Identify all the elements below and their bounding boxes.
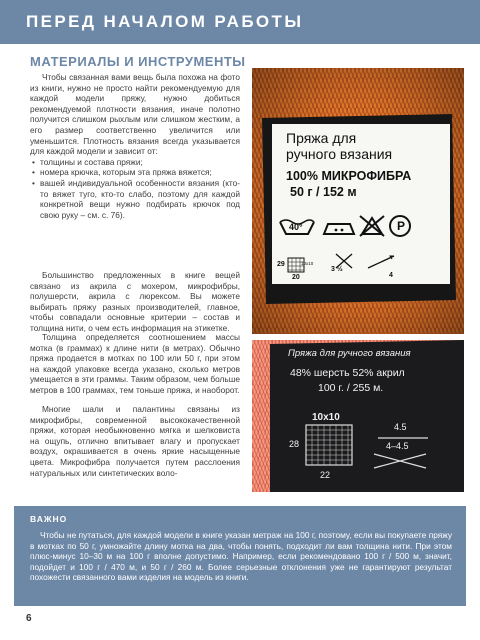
yarn-label-photo-1 bbox=[252, 68, 464, 334]
label2-needle: 4.5 bbox=[394, 422, 407, 432]
label1-composition: 100% МИКРОФИБРА bbox=[286, 169, 412, 183]
yarn-photo-1-svg bbox=[252, 68, 464, 334]
label2-gauge-rows: 28 bbox=[289, 439, 300, 449]
text-column-mid bbox=[30, 270, 240, 334]
label1-wash-temp: 40° bbox=[289, 222, 303, 232]
label2-title: Пряжа для ручного вязания bbox=[288, 348, 411, 359]
note-text: Чтобы не путаться, для каждой модели в книге указан метраж на 100 г, поэтому, если вы покупаете пряжу в мотках по 50 г, умножайте длину мотка на два, чтобы понять, подходит ли вам толщина нити. При этом плюс-минус 10–30 м на 100 г вполне допустимо. Например, если рекомендовано 100 г / 500 м, значит, подойдет и 100 г / 470 м, и 50 г / 260 м. Более серьезные отклонения уже не гарантируют результат похожести связанного вами изделия на модель из книги. bbox=[30, 530, 452, 583]
label1-title-line1: Пряжа для bbox=[286, 130, 357, 146]
label2-gauge-box: 10x10 bbox=[312, 412, 340, 423]
list-item: • вашей индивидуальной особенности вязания (кто-то вяжет туго, кто-то слабо, поэтому для каждой конкретной вещи нужно подбирать крючок под свою руку – см. с. 76). bbox=[30, 178, 240, 220]
text-column-top bbox=[30, 72, 240, 220]
text-column-mid2 bbox=[30, 332, 240, 396]
list-item: • толщины и состава пряжи; bbox=[30, 157, 240, 168]
note-title: ВАЖНО bbox=[30, 514, 68, 524]
label1-needle: 3 ½ bbox=[331, 266, 343, 273]
yarn-photo-2-svg bbox=[252, 340, 464, 492]
label2-hook: 4–4.5 bbox=[386, 441, 409, 451]
label1-hook: 4 bbox=[389, 272, 393, 279]
page-number: 6 bbox=[26, 613, 32, 624]
label1-gauge-rows: 29 bbox=[277, 261, 285, 268]
label1-dryclean-letter: P bbox=[397, 219, 406, 233]
paragraph: Многие шали и палантины связаны из микрофибры, современной высококачественной пряжи, которая необыкновенно мягка и шелковиста на ощупь, отлично впитывает влагу и пропускает воздух, окрашивается в очень яркие насыщенные цвета. Микрофибра получается путем расслоения натуральных или синтетических воло- bbox=[30, 404, 240, 478]
page-title: ПЕРЕД НАЧАЛОМ РАБОТЫ bbox=[26, 12, 304, 31]
label1-title-line2: ручного вязания bbox=[286, 146, 393, 162]
label2-composition: 48% шерсть 52% акрил bbox=[290, 367, 405, 379]
list-item: • номера крючка, которым эта пряжа вяжется; bbox=[30, 167, 240, 178]
text-column-bottom bbox=[30, 404, 240, 478]
paragraph: Большинство предложенных в книге вещей связано из акрила с мохером, микрофибры, полушерсти, акрила с люрексом. Вы можете выбирать пряжу разных производителей, главное, чтобы совпадали основные критерии – состав и толщина нити, о чем есть информация на этикетке. bbox=[30, 270, 240, 333]
paragraph: Чтобы связанная вами вещь была похожа на фото из книги, нужно не просто найти рекомендуемую для каждой модели пряжу, нужно добиться рекомендуемой плотности вязания, иначе полотно получится слишком рыхлым или слишком жестким, а его размер соответственно увеличится или уменьшится. Плотность вязания всегда указывается для каждой модели и зависит от: bbox=[30, 72, 240, 157]
label2-gauge-sts: 22 bbox=[320, 470, 331, 480]
important-note bbox=[14, 506, 466, 606]
label1-gauge-sts: 20 bbox=[292, 274, 300, 281]
label1-gauge-box: 10x10 bbox=[301, 261, 314, 266]
section-title: МАТЕРИАЛЫ И ИНСТРУМЕНТЫ bbox=[30, 54, 246, 69]
label2-weight: 100 г. / 255 м. bbox=[318, 382, 384, 394]
paragraph: Толщина определяется соотношением массы мотка (в граммах) к длине нити (в метрах). Обычно пряжа продается в мотках по 100 или 50 г, при этом на каждой упаковке всегда указано, сколько метров умещается в эти граммы. Таким образом, чем больше метров в 100 граммах, тем тоньше пряжа, и наоборот. bbox=[30, 332, 240, 395]
label1-weight: 50 г / 152 м bbox=[290, 185, 357, 199]
yarn-label-photo-2 bbox=[252, 340, 464, 492]
